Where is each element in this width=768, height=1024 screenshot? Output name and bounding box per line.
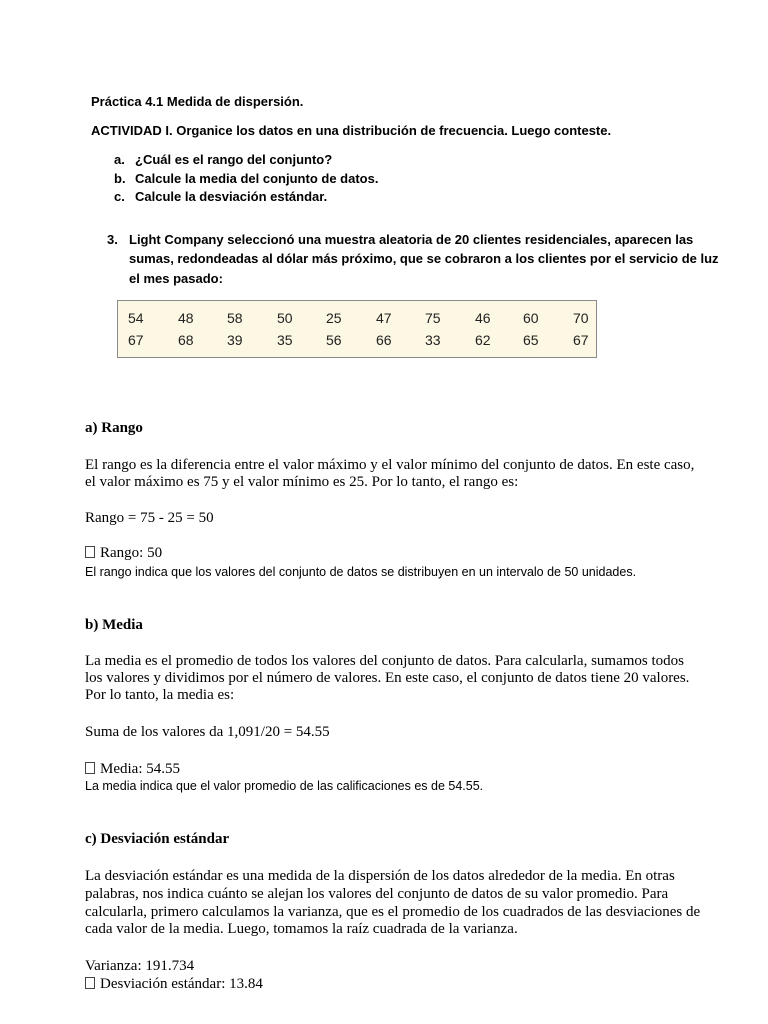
table-cell: 39 bbox=[227, 332, 243, 348]
rango-formula: Rango = 75 - 25 = 50 bbox=[85, 510, 214, 526]
desviacion-para-line-3: calcularla, primero calculamos la varianza, que es el promedio de los cuadrados de las desviaciones de bbox=[85, 904, 701, 920]
media-para-line-2: los valores y dividimos por el número de valores. En este caso, el conjunto de datos tiene 20 valores. bbox=[85, 670, 690, 686]
table-cell: 67 bbox=[573, 332, 589, 348]
desviacion-para-line-1: La desviación estándar es una medida de la dispersión de los datos alrededor de la media. En otras bbox=[85, 868, 675, 884]
section-desviacion-title: c) Desviación estándar bbox=[85, 831, 230, 847]
option-b-marker: b. bbox=[114, 171, 126, 186]
table-cell: 58 bbox=[227, 310, 243, 326]
option-a-marker: a. bbox=[114, 152, 125, 167]
rango-para-line-2: el valor máximo es 75 y el valor mínimo es 25. Por lo tanto, el rango es: bbox=[85, 474, 519, 490]
table-cell: 35 bbox=[277, 332, 293, 348]
table-cell: 50 bbox=[277, 310, 293, 326]
option-a-text: ¿Cuál es el rango del conjunto? bbox=[135, 152, 333, 167]
rango-note: El rango indica que los valores del conjunto de datos se distribuyen en un intervalo de 50 unidades. bbox=[85, 565, 637, 579]
varianza-value: Varianza: 191.734 bbox=[85, 958, 195, 974]
rango-para-line-1: El rango es la diferencia entre el valor máximo y el valor mínimo del conjunto de datos. En este caso, bbox=[85, 457, 695, 473]
table-cell: 66 bbox=[376, 332, 392, 348]
table-cell: 56 bbox=[326, 332, 342, 348]
table-cell: 75 bbox=[425, 310, 441, 326]
table-cell: 54 bbox=[128, 310, 144, 326]
table-cell: 68 bbox=[178, 332, 194, 348]
section-media-title: b) Media bbox=[85, 617, 143, 633]
table-cell: 67 bbox=[128, 332, 144, 348]
media-formula: Suma de los valores da 1,091/20 = 54.55 bbox=[85, 724, 330, 740]
question-line-3: el mes pasado: bbox=[129, 271, 223, 286]
checkbox-icon bbox=[85, 762, 95, 774]
table-cell: 33 bbox=[425, 332, 441, 348]
checkbox-icon bbox=[85, 546, 95, 558]
table-cell: 46 bbox=[475, 310, 491, 326]
desviacion-result bbox=[85, 976, 263, 993]
option-c-text: Calcule la desviación estándar. bbox=[135, 189, 328, 204]
desviacion-result-text: Desviación estándar: 13.84 bbox=[100, 976, 263, 992]
media-note: La media indica que el valor promedio de las calificaciones es de 54.55. bbox=[85, 779, 484, 793]
option-c-marker: c. bbox=[114, 189, 125, 204]
section-rango-title: a) Rango bbox=[85, 420, 143, 436]
desviacion-para-line-2: palabras, nos indica cuánto se alejan los valores del conjunto de datos de su valor promedio. Para bbox=[85, 886, 669, 902]
table-cell: 47 bbox=[376, 310, 392, 326]
table-cell: 65 bbox=[523, 332, 539, 348]
table-cell: 62 bbox=[475, 332, 491, 348]
question-line-1: Light Company seleccionó una muestra aleatoria de 20 clientes residenciales, aparecen las bbox=[129, 232, 694, 247]
media-result bbox=[85, 761, 180, 778]
table-cell: 48 bbox=[178, 310, 194, 326]
media-result-text: Media: 54.55 bbox=[100, 761, 180, 777]
desviacion-para-line-4: cada valor de la media. Luego, tomamos la raíz cuadrada de la varianza. bbox=[85, 921, 518, 937]
table-cell: 25 bbox=[326, 310, 342, 326]
media-para-line-1: La media es el promedio de todos los valores del conjunto de datos. Para calcularla, sumamos todos bbox=[85, 653, 685, 669]
rango-result bbox=[85, 545, 162, 562]
rango-result-text: Rango: 50 bbox=[100, 545, 163, 561]
checkbox-icon bbox=[85, 977, 95, 989]
media-para-line-3: Por lo tanto, la media es: bbox=[85, 687, 235, 703]
data-table bbox=[117, 300, 597, 358]
table-cell: 60 bbox=[523, 310, 539, 326]
question-line-2: sumas, redondeadas al dólar más próximo, que se cobraron a los clientes por el servicio de luz bbox=[129, 251, 719, 266]
option-b-text: Calcule la media del conjunto de datos. bbox=[135, 171, 379, 186]
question-number: 3. bbox=[107, 232, 118, 247]
page-title: Práctica 4.1 Medida de dispersión. bbox=[91, 94, 304, 109]
activity-instruction: ACTIVIDAD I. Organice los datos en una distribución de frecuencia. Luego conteste. bbox=[91, 123, 612, 138]
table-cell: 70 bbox=[573, 310, 589, 326]
